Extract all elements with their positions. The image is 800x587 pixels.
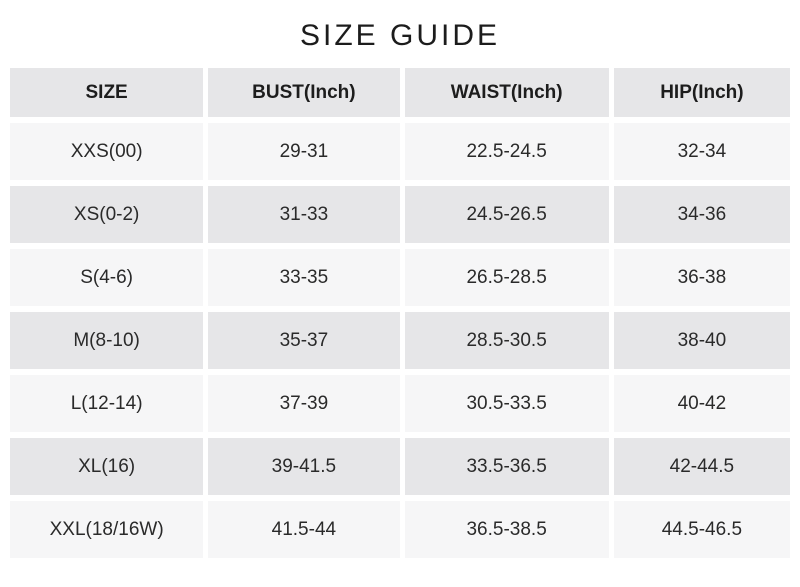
header-cell-waist: WAIST(Inch) xyxy=(405,68,609,117)
cell-waist-xxs: 22.5-24.5 xyxy=(405,123,609,180)
page-title: SIZE GUIDE xyxy=(299,19,501,52)
cell-bust-xxl: 41.5-44 xyxy=(208,501,399,558)
cell-size-l: L(12-14) xyxy=(10,375,203,432)
cell-hip-l: 40-42 xyxy=(614,375,790,432)
cell-size-m: M(8-10) xyxy=(10,312,203,369)
size-table xyxy=(10,68,790,558)
cell-hip-xl: 42-44.5 xyxy=(614,438,790,495)
cell-waist-l: 30.5-33.5 xyxy=(405,375,609,432)
cell-size-xs: XS(0-2) xyxy=(10,186,203,243)
cell-waist-xl: 33.5-36.5 xyxy=(405,438,609,495)
cell-waist-s: 26.5-28.5 xyxy=(405,249,609,306)
header-cell-hip: HIP(Inch) xyxy=(614,68,790,117)
cell-size-xxs: XXS(00) xyxy=(10,123,203,180)
header-cell-bust: BUST(Inch) xyxy=(208,68,399,117)
cell-waist-xxl: 36.5-38.5 xyxy=(405,501,609,558)
cell-waist-m: 28.5-30.5 xyxy=(405,312,609,369)
cell-hip-s: 36-38 xyxy=(614,249,790,306)
cell-hip-xxl: 44.5-46.5 xyxy=(614,501,790,558)
cell-bust-xxs: 29-31 xyxy=(208,123,399,180)
cell-waist-xs: 24.5-26.5 xyxy=(405,186,609,243)
cell-bust-xs: 31-33 xyxy=(208,186,399,243)
cell-size-xxl: XXL(18/16W) xyxy=(10,501,203,558)
cell-bust-m: 35-37 xyxy=(208,312,399,369)
cell-size-s: S(4-6) xyxy=(10,249,203,306)
cell-hip-m: 38-40 xyxy=(614,312,790,369)
cell-bust-l: 37-39 xyxy=(208,375,399,432)
cell-bust-xl: 39-41.5 xyxy=(208,438,399,495)
cell-size-xl: XL(16) xyxy=(10,438,203,495)
header-cell-size: SIZE xyxy=(10,68,203,117)
cell-hip-xs: 34-36 xyxy=(614,186,790,243)
cell-bust-s: 33-35 xyxy=(208,249,399,306)
cell-hip-xxs: 32-34 xyxy=(614,123,790,180)
